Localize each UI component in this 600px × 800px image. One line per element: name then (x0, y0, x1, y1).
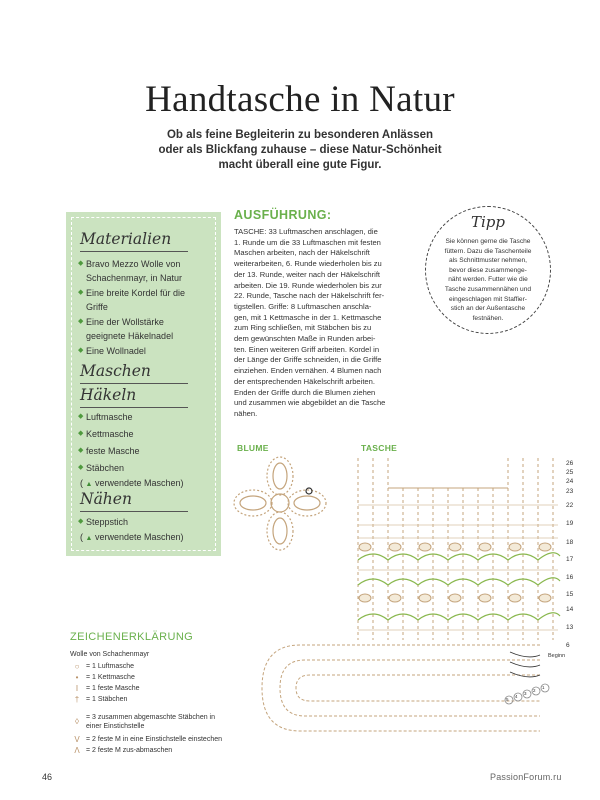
subtitle-line: Ob als feine Begleiterin zu besonderen Anlässen (166, 129, 434, 141)
instructions-line: der Länge der Griffe schneiden, in die Griffe (234, 355, 382, 365)
note-text: verwendete Maschen) (94, 532, 184, 542)
leaf-mark (539, 543, 551, 551)
leaf-mark (389, 543, 401, 551)
instructions-line: der 13. Runde, weiter nach der Häkelschrift (234, 269, 381, 279)
instructions-line: nähen. (234, 408, 258, 418)
page-number: 46 (42, 772, 53, 782)
row-number: 22 (566, 502, 574, 509)
row-number: 15 (566, 591, 574, 598)
instructions-line: 1. Runde um die 33 Luftmaschen mit festen (234, 237, 381, 247)
flower-petal (273, 518, 287, 544)
note-paren: ( (80, 478, 83, 488)
legend-text: = 3 zusammen abgemaschte Stäbchen in (86, 714, 215, 721)
tip-line: näht werden. Futter wie die (448, 276, 528, 284)
flower-petal (273, 463, 287, 489)
tip-line: Sie können gerne die Tasche (445, 238, 531, 245)
leaf-mark (449, 543, 461, 551)
list-item-text: Luftmasche (86, 412, 133, 422)
start-arrows (510, 652, 540, 677)
legend-yarn: Wolle von Schachenmayr (70, 651, 150, 658)
instructions-line: arbeiten. Die 19. Runde wiederholen bis zur (234, 280, 382, 290)
instructions-line: zum Ring schließen, mit Stäbchen bis zu (234, 323, 372, 333)
flower-chart (234, 457, 326, 550)
chain-stitch-icon: ○ (74, 662, 80, 671)
instructions-line: 22. Runde, Tasche nach der Häkelschrift fer- (234, 291, 385, 301)
bag-chart (262, 458, 560, 731)
arrow-icon (510, 652, 540, 657)
crochet-heading: Häkeln (80, 386, 137, 404)
subtitle-line: oder als Blickfang zuhause – diese Natur-Schönheit (158, 144, 442, 156)
row-number: 18 (566, 539, 574, 546)
list-item-text: Griffe (86, 302, 108, 312)
diamond-bullet-icon: ◆ (78, 413, 84, 420)
list-item-text: Steppstich (86, 517, 129, 527)
legend-text: = 1 Kettmasche (86, 674, 135, 681)
loop-number: 4 (515, 694, 518, 699)
loop-number: 1 (542, 685, 545, 690)
page-title: Handtasche in Natur (145, 79, 455, 120)
row-number: 14 (566, 606, 574, 613)
leaf-mark (449, 594, 461, 602)
arrow-icon (510, 662, 540, 667)
instructions-line: weiterarbeiten, 6. Runde wiederholen bis zu (234, 259, 382, 269)
instructions-line: ten. Einen weiteren Griff arbeiten. Kordel in (234, 344, 380, 354)
instructions-line: TASCHE: 33 Luftmaschen anschlagen, die (234, 227, 378, 236)
diamond-bullet-icon: ◆ (78, 464, 84, 471)
flower-center (271, 494, 289, 512)
list-item-text: Eine Wollnadel (86, 346, 146, 356)
list-item-text: Eine breite Kordel für die (86, 288, 186, 298)
legend-text: = 1 Stäbchen (86, 696, 128, 703)
list-item-text: Schachenmayr, in Natur (86, 273, 183, 283)
row-number: 19 (566, 520, 574, 527)
diamond-bullet-icon: ◆ (78, 430, 84, 437)
diamond-bullet-icon: ◆ (78, 260, 84, 267)
single-crochet-icon: I (75, 684, 79, 693)
tip-line: füttern. Dazu die Taschenteile (444, 247, 532, 255)
leaf-mark (509, 594, 521, 602)
flower-start-icon (306, 488, 312, 494)
base-oval (262, 645, 540, 731)
flower-label: BLUME (237, 443, 269, 453)
legend-text: = 1 Luftmasche (86, 663, 135, 670)
flower-petal (294, 496, 320, 510)
leaf-mark (479, 543, 491, 551)
instructions-line: dem gewünschten Maße in Runden arbei- (234, 334, 376, 344)
instructions-line: der entsprechenden Häkelschrift arbeiten. (234, 376, 375, 386)
increase-icon: V (74, 735, 80, 744)
leaf-mark (419, 543, 431, 551)
tip-line: Tasche zusammennähen und (444, 285, 532, 293)
tip-line: stich an der Außentasche (450, 305, 526, 313)
row-number: 24 (566, 478, 574, 485)
cluster-stitch-icon: ◊ (75, 717, 79, 726)
loop-number: 5 (506, 697, 509, 702)
diamond-bullet-icon: ◆ (78, 518, 84, 525)
diamond-bullet-icon: ◆ (78, 347, 84, 354)
decrease-icon: Λ (74, 746, 80, 755)
legend-text: = 1 feste Masche (86, 685, 140, 692)
row-number: 6 (566, 642, 570, 649)
row-number: 25 (566, 469, 574, 476)
base-outer (262, 645, 540, 731)
legend-text: = 2 feste M zus-abmaschen (86, 747, 173, 754)
double-crochet-icon: † (74, 695, 80, 704)
row-number: 17 (566, 556, 574, 563)
watermark: PassionForum.ru (490, 772, 562, 782)
leaf-mark (539, 594, 551, 602)
bag-label: TASCHE (361, 443, 398, 453)
sewing-heading: Nähen (80, 490, 132, 508)
legend-text: = 2 feste M in eine Einstichstelle einstechen (86, 736, 222, 743)
base-middle (280, 660, 540, 716)
list-item-text: Kettmasche (86, 429, 134, 439)
triangle-icon: ▲ (85, 535, 93, 542)
leaf-mark (479, 594, 491, 602)
flower-petal (240, 496, 266, 510)
instructions-line: gen, mit 1 Kettmasche in der 1. Kettmasche (234, 312, 382, 322)
list-item-text: Eine der Wollstärke (86, 317, 164, 327)
list-item-text: Stäbchen (86, 463, 125, 473)
diamond-bullet-icon: ◆ (78, 289, 84, 296)
legend-heading: ZEICHENERKLÄRUNG (70, 631, 194, 643)
instructions-line: tigstellen. Griffe: 8 Luftmaschen anschla- (234, 301, 372, 311)
tip-line: als Schnittmuster nehmen, (448, 257, 528, 265)
instructions-line: einziehen. Enden vernähen. 4 Blumen nach (234, 366, 382, 376)
leaf-mark (419, 594, 431, 602)
tip-line: festnähen. (472, 314, 504, 322)
start-label: Beginn (548, 653, 566, 659)
loop-number: 2 (533, 688, 536, 693)
row-number: 16 (566, 574, 574, 581)
legend-text: einer Einstichstelle (86, 723, 145, 730)
list-item-text: feste Masche (86, 446, 140, 456)
list-item-text: Bravo Mezzo Wolle von (86, 259, 181, 269)
slip-stitch-icon: • (75, 673, 79, 682)
tip-line: bevor diese zusammenge- (449, 266, 527, 274)
row-number: 13 (566, 624, 574, 631)
note-paren: ( (80, 532, 83, 542)
leaf-mark (359, 543, 371, 551)
materials-heading: Materialien (80, 230, 172, 248)
instructions-line: und zusammen wie abgebildet an die Tasche (234, 398, 386, 408)
list-item-text: geeignete Häkelnadel (86, 331, 174, 341)
instructions-heading: AUSFÜHRUNG: (234, 208, 332, 222)
base-inner (296, 675, 540, 701)
arrow-icon (510, 672, 540, 677)
subtitle-line: macht überall eine gute Figur. (218, 159, 382, 171)
row-number: 23 (566, 488, 574, 495)
triangle-icon: ▲ (85, 481, 93, 488)
diamond-bullet-icon: ◆ (78, 318, 84, 325)
leaf-mark (389, 594, 401, 602)
leaf-mark (509, 543, 521, 551)
tip-heading: Tipp (470, 213, 505, 231)
loop-number: 3 (524, 691, 527, 696)
instructions-line: Enden der Griffe durch die Blumen ziehen (234, 387, 376, 397)
instructions-line: Maschen arbeiten, nach der Häkelschrift (234, 248, 370, 258)
leaf-mark (359, 594, 371, 602)
diamond-bullet-icon: ◆ (78, 447, 84, 454)
row-number: 26 (566, 460, 574, 467)
stitches-heading: Maschen (80, 362, 151, 380)
note-text: verwendete Maschen) (94, 478, 184, 488)
tip-line: eingeschlagen mit Staffier- (449, 295, 527, 303)
